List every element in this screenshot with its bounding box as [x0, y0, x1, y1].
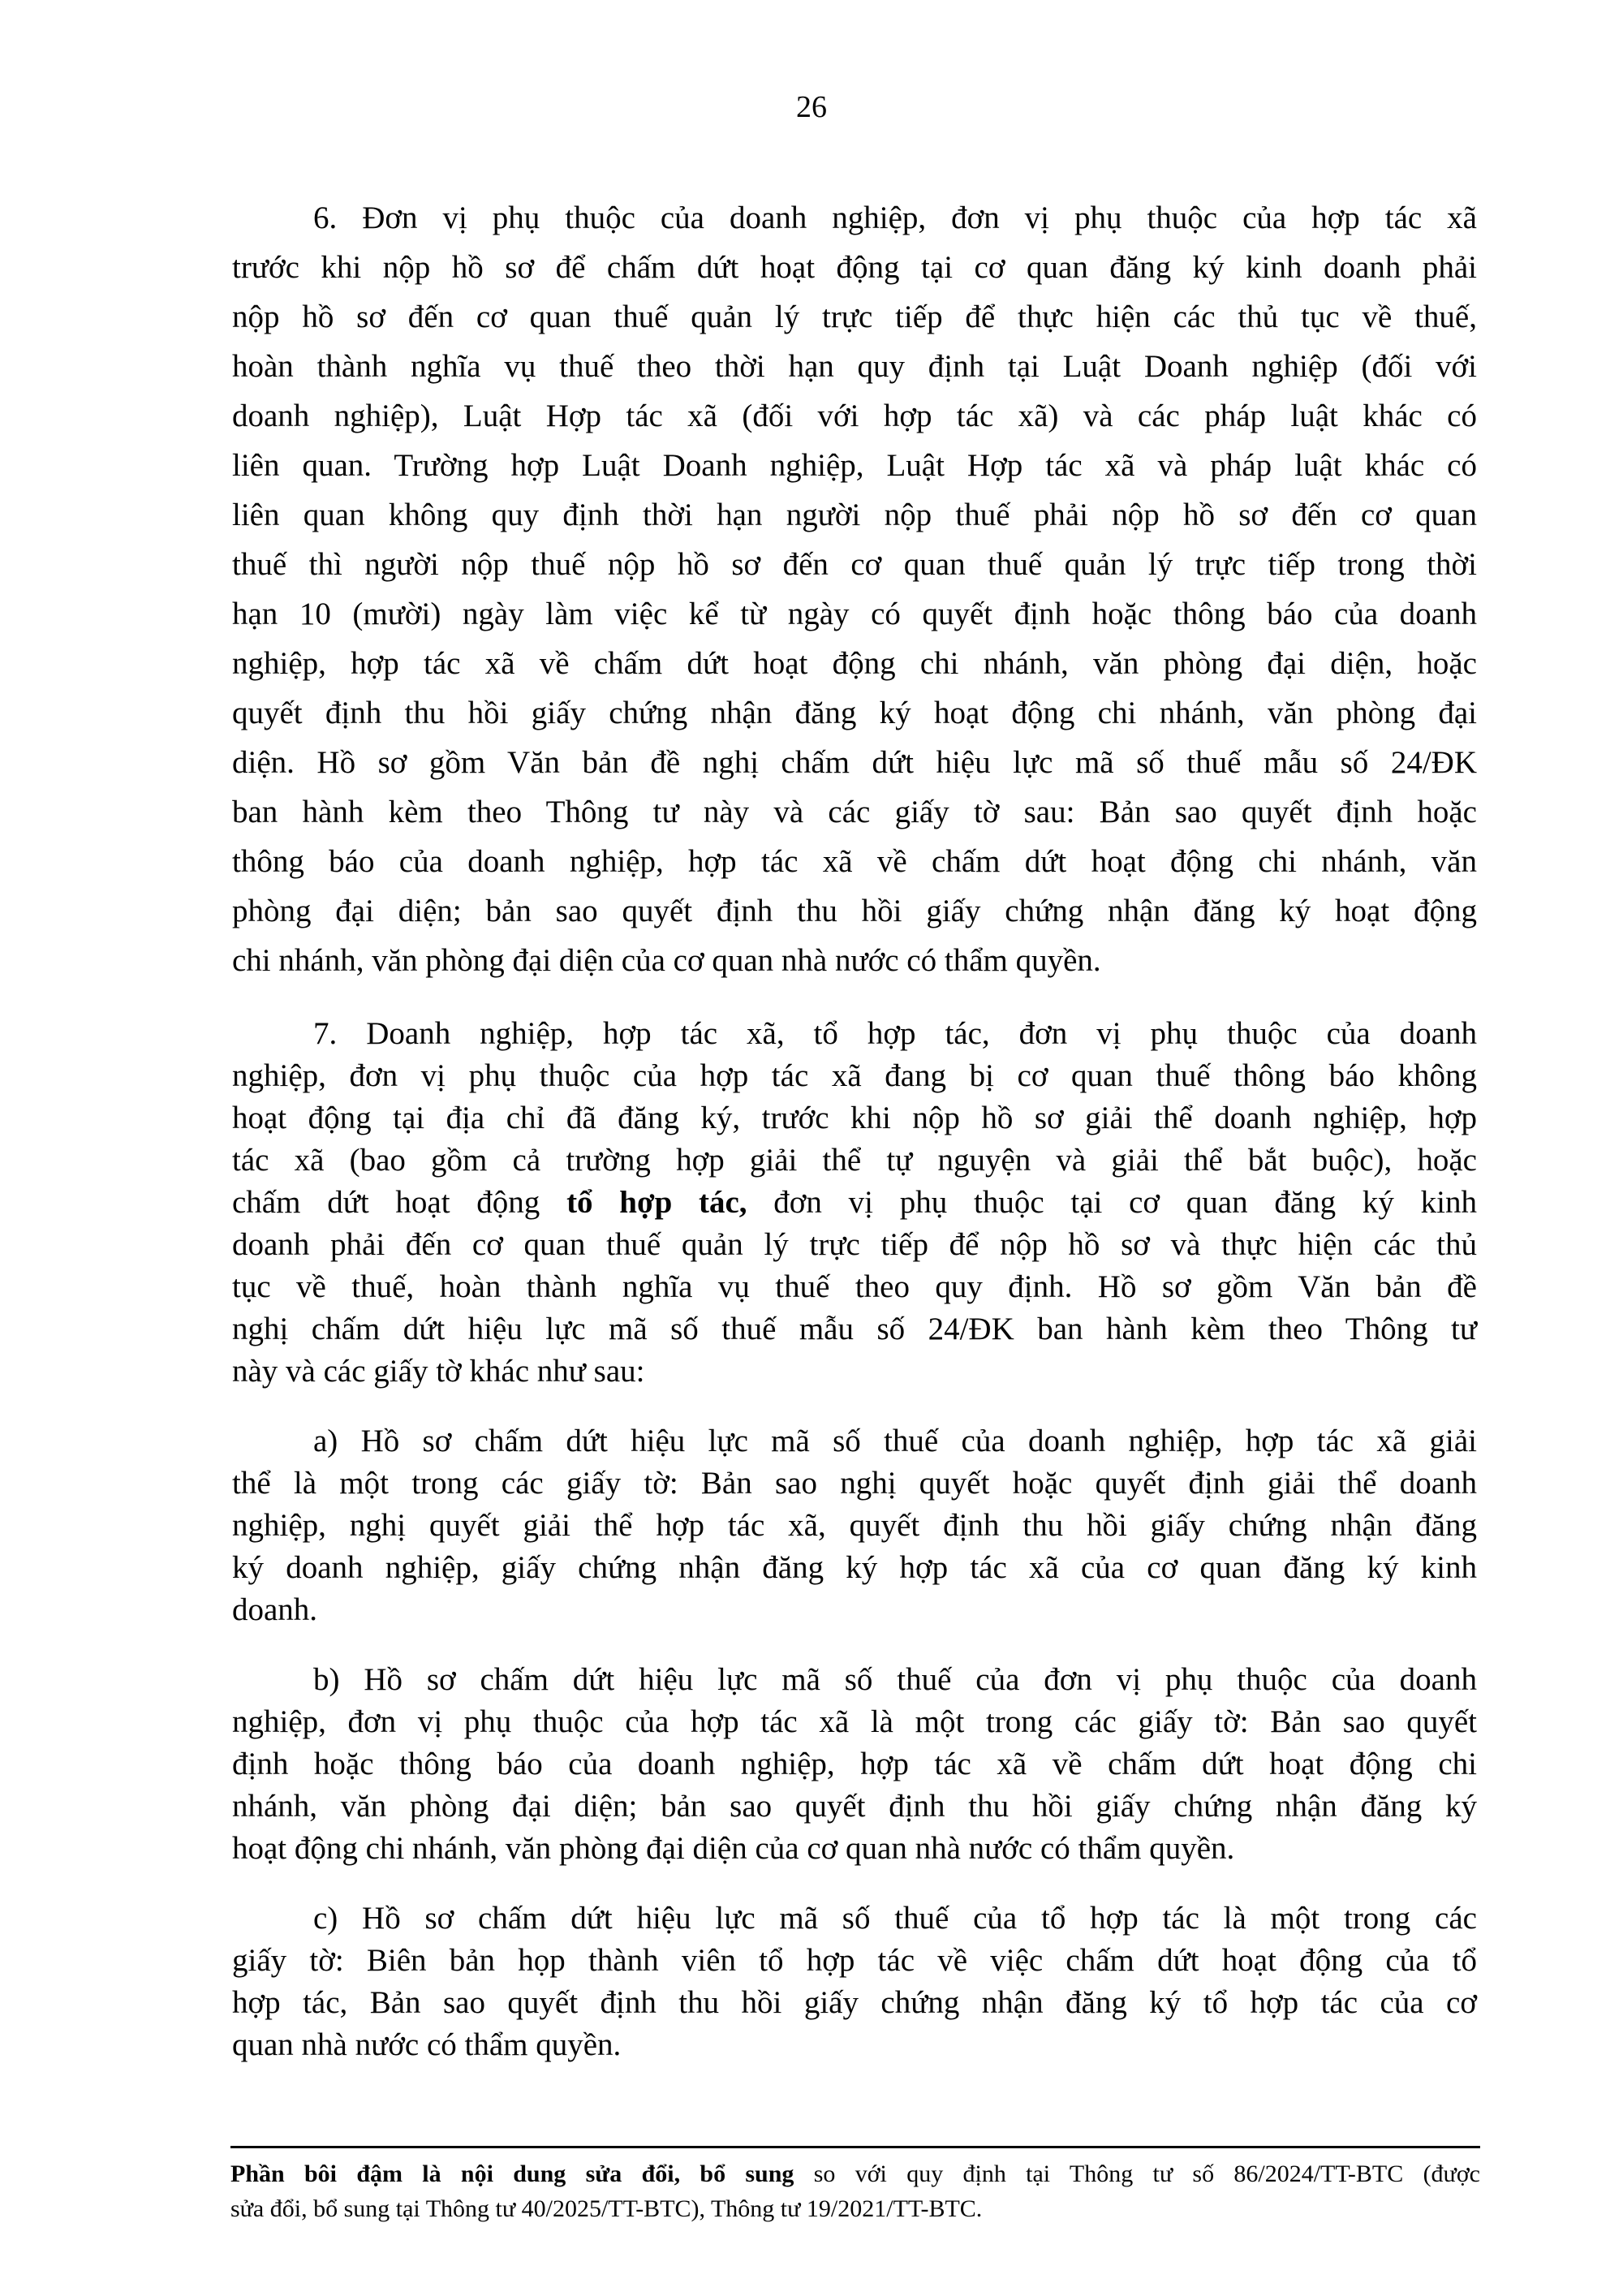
text-line: doanh phải đến cơ quan thuế quản lý trực tiếp để nộp hồ sơ và thực hiện các thủ [232, 1227, 1477, 1262]
footnote-line: sửa đổi, bổ sung tại Thông tư 40/2025/TT-BTC), Thông tư 19/2021/TT-BTC. [230, 2195, 983, 2222]
text-line: giấy tờ: Biên bản họp thành viên tổ hợp tác về việc chấm dứt hoạt động của tổ [232, 1943, 1477, 1978]
text-line: hoàn thành nghĩa vụ thuế theo thời hạn quy định tại Luật Doanh nghiệp (đối với [232, 349, 1477, 384]
text-line: chấm dứt hoạt động tổ hợp tác, đơn vị phụ thuộc tại cơ quan đăng ký kinh [232, 1185, 1477, 1220]
text-line: hoạt động tại địa chỉ đã đăng ký, trước khi nộp hồ sơ giải thể doanh nghiệp, hợp [232, 1101, 1477, 1135]
text-line: chi nhánh, văn phòng đại diện của cơ quan nhà nước có thẩm quyền. [232, 943, 1101, 978]
text-line: 6. Đơn vị phụ thuộc của doanh nghiệp, đơn vị phụ thuộc của hợp tác xã [313, 200, 1477, 235]
text-line: tác xã (bao gồm cả trường hợp giải thể tự nguyện và giải thể bắt buộc), hoặc [232, 1143, 1477, 1178]
text-line: nghiệp, đơn vị phụ thuộc của hợp tác xã là một trong các giấy tờ: Bản sao quyết [232, 1704, 1477, 1739]
point-a [232, 1420, 1477, 1631]
text-line: này và các giấy tờ khác như sau: [232, 1354, 645, 1389]
text-line: c) Hồ sơ chấm dứt hiệu lực mã số thuế của tổ hợp tác là một trong các [313, 1901, 1477, 1936]
text-line: doanh nghiệp), Luật Hợp tác xã (đối với hợp tác xã) và các pháp luật khác có [232, 398, 1477, 433]
text-line: hoạt động chi nhánh, văn phòng đại diện của cơ quan nhà nước có thẩm quyền. [232, 1831, 1235, 1866]
point-b [232, 1659, 1477, 1870]
text-line: doanh. [232, 1592, 318, 1627]
text-line: trước khi nộp hồ sơ để chấm dứt hoạt động tại cơ quan đăng ký kinh doanh phải [232, 250, 1477, 285]
footnote-separator-line [230, 2146, 1480, 2148]
text-line: a) Hồ sơ chấm dứt hiệu lực mã số thuế của doanh nghiệp, hợp tác xã giải [313, 1424, 1477, 1458]
text-line: định hoặc thông báo của doanh nghiệp, hợp tác xã về chấm dứt hoạt động chi [232, 1747, 1477, 1781]
point-c [232, 1898, 1477, 2066]
text-line: liên quan không quy định thời hạn người nộp thuế phải nộp hồ sơ đến cơ quan [232, 498, 1477, 532]
clause-6 [232, 193, 1477, 985]
text-line: 7. Doanh nghiệp, hợp tác xã, tổ hợp tác, đơn vị phụ thuộc của doanh [313, 1016, 1477, 1051]
text-line: thể là một trong các giấy tờ: Bản sao nghị quyết hoặc quyết định giải thể doanh [232, 1466, 1477, 1501]
text-line: nộp hồ sơ đến cơ quan thuế quản lý trực tiếp để thực hiện các thủ tục về thuế, [232, 299, 1477, 334]
footnote-line: Phần bôi đậm là nội dung sửa đổi, bổ sung so với quy định tại Thông tư số 86/2024/TT-BTC (được [230, 2160, 1480, 2187]
text-line: nghị chấm dứt hiệu lực mã số thuế mẫu số 24/ĐK ban hành kèm theo Thông tư [232, 1312, 1477, 1346]
text-line: liên quan. Trường hợp Luật Doanh nghiệp, Luật Hợp tác xã và pháp luật khác có [232, 448, 1477, 483]
text-line: tục về thuế, hoàn thành nghĩa vụ thuế theo quy định. Hồ sơ gồm Văn bản đề [232, 1269, 1477, 1304]
text-line: b) Hồ sơ chấm dứt hiệu lực mã số thuế của đơn vị phụ thuộc của doanh [313, 1662, 1477, 1697]
text-line: hợp tác, Bản sao quyết định thu hồi giấy chứng nhận đăng ký tổ hợp tác của cơ [232, 1985, 1477, 2020]
text-line: quyết định thu hồi giấy chứng nhận đăng ký hoạt động chi nhánh, văn phòng đại [232, 696, 1477, 730]
text-line: ban hành kèm theo Thông tư này và các giấy tờ sau: Bản sao quyết định hoặc [232, 795, 1477, 829]
text-line: nghiệp, hợp tác xã về chấm dứt hoạt động chi nhánh, văn phòng đại diện, hoặc [232, 646, 1477, 681]
text-line: nghiệp, đơn vị phụ thuộc của hợp tác xã đang bị cơ quan thuế thông báo không [232, 1058, 1477, 1093]
text-line: thông báo của doanh nghiệp, hợp tác xã về chấm dứt hoạt động chi nhánh, văn [232, 844, 1477, 879]
bold-text: Phần bôi đậm là nội dung sửa đổi, bổ sung [230, 2160, 794, 2187]
text-line: nghiệp, nghị quyết giải thể hợp tác xã, quyết định thu hồi giấy chứng nhận đăng [232, 1508, 1477, 1543]
clause-7 [232, 1013, 1477, 1393]
page-number: 26 [796, 90, 827, 124]
footnote-text [230, 2156, 1480, 2226]
text-line: quan nhà nước có thẩm quyền. [232, 2027, 622, 2062]
text-line: hạn 10 (mười) ngày làm việc kể từ ngày có quyết định hoặc thông báo của doanh [232, 597, 1477, 631]
text-line: thuế thì người nộp thuế nộp hồ sơ đến cơ quan thuế quản lý trực tiếp trong thời [232, 547, 1477, 582]
bold-text: tổ hợp tác, [566, 1185, 747, 1220]
document-body [232, 193, 1477, 2066]
text-line: nhánh, văn phòng đại diện; bản sao quyết định thu hồi giấy chứng nhận đăng ký [232, 1789, 1477, 1824]
text-line: phòng đại diện; bản sao quyết định thu hồi giấy chứng nhận đăng ký hoạt động [232, 894, 1477, 928]
footnote [230, 2146, 1480, 2226]
text-line: diện. Hồ sơ gồm Văn bản đề nghị chấm dứt hiệu lực mã số thuế mẫu số 24/ĐK [232, 745, 1477, 780]
text-line: ký doanh nghiệp, giấy chứng nhận đăng ký hợp tác xã của cơ quan đăng ký kinh [232, 1550, 1477, 1585]
